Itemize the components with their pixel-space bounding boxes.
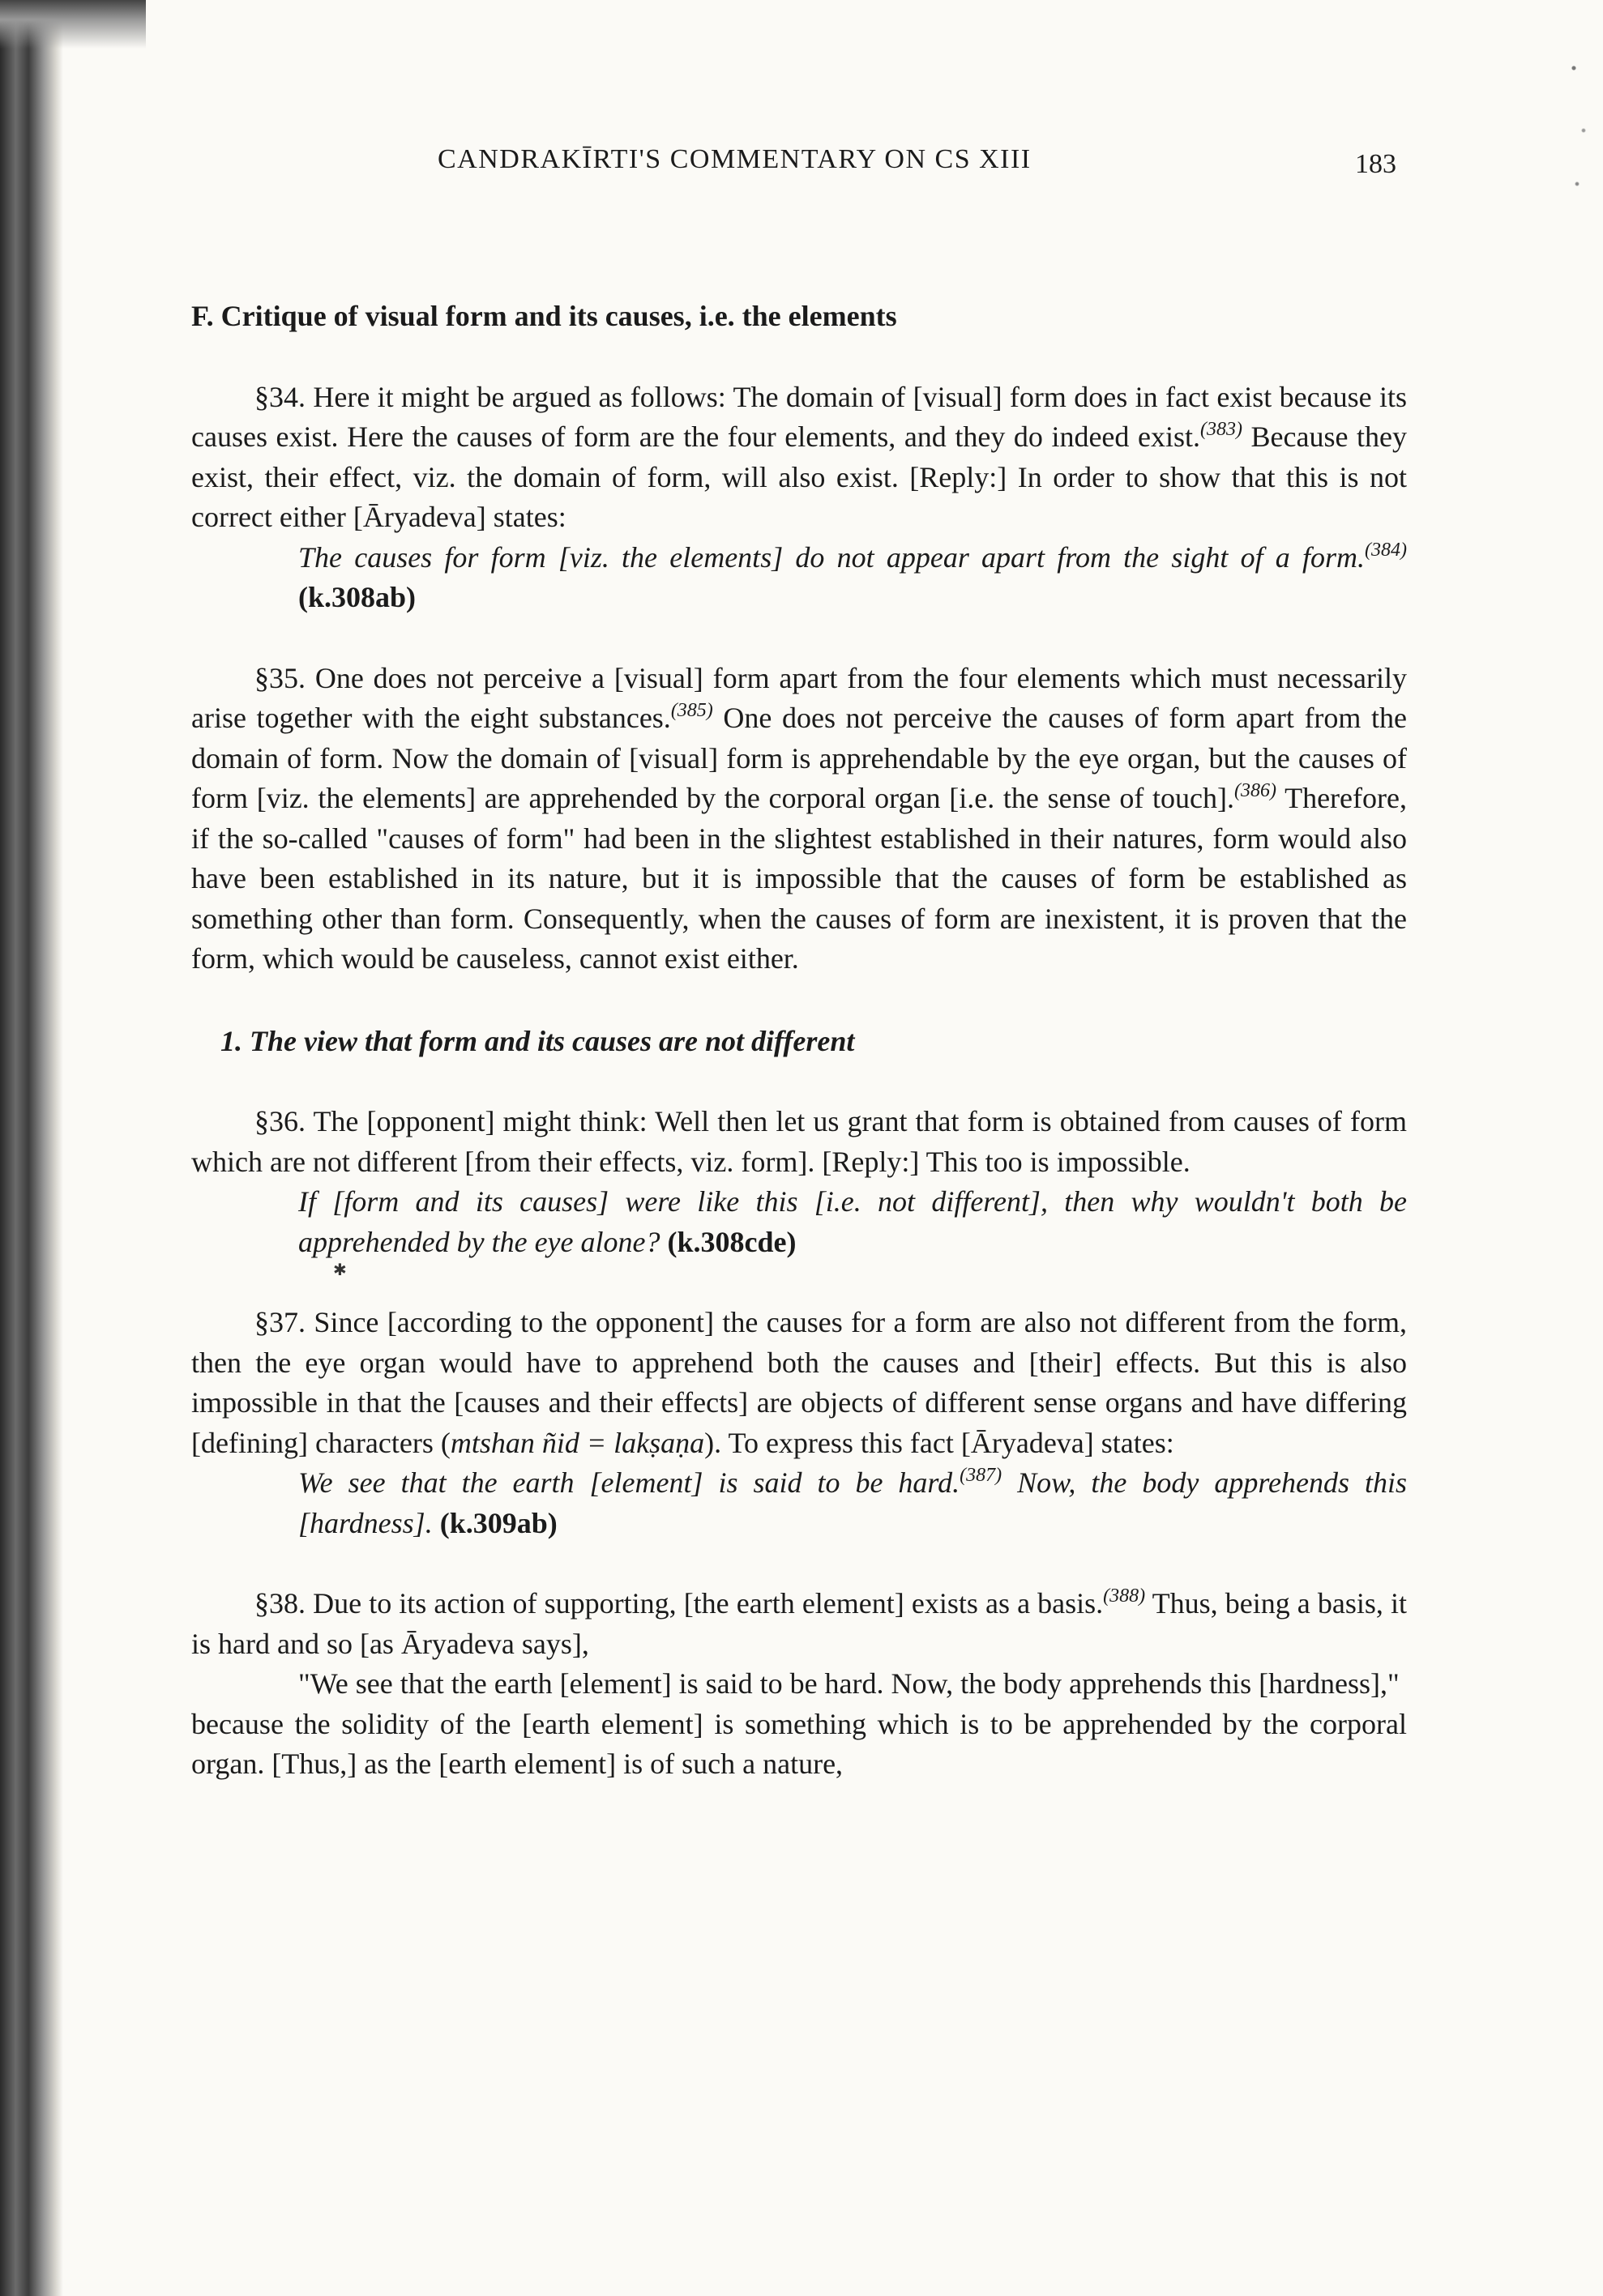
- page-number: 183: [1355, 149, 1396, 179]
- p37-text-a: §37. Since [according to the opponent] the causes for a form are also not different from the form, then the eye organ would have to apprehend both the causes and [their] effects. But this is also impossible in that the [causes and their effects] are objects of different sense organs and have differing [defining] characters (: [191, 1306, 1407, 1459]
- footnote-ref-387: (387): [960, 1465, 1002, 1486]
- p36-text-a: §36. The [opponent] might think: Well then let us grant that form is obtained from causes of form which are not different [from their effects, viz. form]. [Reply:] This too is impossible.: [191, 1105, 1407, 1178]
- tibetan-sanskrit-term: mtshan ñid = lakṣaṇa: [450, 1426, 705, 1459]
- quoted-verse: "We see that the earth [element] is said to be hard. Now, the body apprehends this [hardness],": [298, 1667, 1400, 1700]
- subsection-heading: 1. The view that form and its causes are not different: [220, 1024, 855, 1057]
- p35-text-b: One does not perceive the causes of form apart from the domain of form. Now the domain of [visual] form is apprehendable by the eye organ, but the causes of form [viz. the elements] are apprehended by the corporal organ [i.e. the sense of touch].: [191, 702, 1407, 814]
- paragraph-36: [191, 1102, 1407, 1182]
- paragraph-38: [191, 1584, 1407, 1664]
- running-head: [0, 144, 1603, 193]
- paragraph-34: [191, 378, 1407, 538]
- page-body: [191, 297, 1407, 1785]
- running-title: CANDRAKĪRTI'S COMMENTARY ON CS XIII: [438, 144, 1032, 174]
- paragraph-38-continuation: because the solidity of the [earth element] is something which is to be apprehended by the corporal organ. [Thus,] as the [earth element] is of such a nature,: [191, 1707, 1407, 1780]
- verse-k308ab: [298, 538, 1407, 618]
- footnote-ref-388: (388): [1103, 1585, 1146, 1607]
- p38-text-b: Thus, being a basis, it is hard and so [as Āryadeva says],: [191, 1587, 1408, 1660]
- paragraph-37: [191, 1303, 1407, 1463]
- section-heading: F. Critique of visual form and its causes, i.e. the elements: [191, 300, 897, 332]
- p35-text-c: Therefore, if the so-called "causes of form" had been in the slightest established in their natures, form would also have been established in its nature, but it is impossible that the causes of form be established as something other than form. Consequently, when the causes of form are inexistent, it is proven that the form, which would be causeless, cannot exist either.: [191, 782, 1407, 975]
- p34-text-a: §34. Here it might be argued as follows: The domain of [visual] form does in fact exist because its causes exist. Here the causes of form are the four elements, and they do indeed exist.: [191, 380, 1407, 453]
- verse-k308cde: [298, 1182, 1407, 1262]
- stray-scan-mark: ✱: [333, 1261, 347, 1279]
- verse-ref-k309ab: (k.309ab): [439, 1506, 558, 1539]
- p35-text-a: §35. One does not perceive a [visual] form apart from the four elements which must necessarily arise together with the eight substances.: [191, 661, 1407, 734]
- verse-k309ab-text-a: We see that the earth [element] is said to be hard.: [298, 1466, 960, 1499]
- footnote-ref-384: (384): [1365, 539, 1407, 561]
- footnote-ref-385: (385): [670, 700, 713, 721]
- p37-text-b: ). To express this fact [Āryadeva] states:: [704, 1426, 1174, 1459]
- book-binding-shadow: [0, 0, 63, 2296]
- paragraph-35: [191, 659, 1407, 979]
- verse-k309ab-text-b: Now, the body apprehends this [hardness].: [298, 1466, 1407, 1539]
- p34-text-b: Because they exist, their effect, viz. the domain of form, will also exist. [Reply:] In order to show that this is not correct either [Āryadeva] states:: [191, 420, 1407, 533]
- footnote-ref-386: (386): [1234, 780, 1277, 801]
- verse-ref-k308ab: (k.308ab): [298, 581, 417, 613]
- verse-ref-k308cde: (k.308cde): [667, 1225, 797, 1258]
- p38-text-a: §38. Due to its action of supporting, [the earth element] exists as a basis.: [254, 1587, 1104, 1620]
- verse-k308cde-text: If [form and its causes] were like this [i.e. not different], then why wouldn't both be apprehended by the eye alone?: [298, 1185, 1407, 1258]
- verse-k309ab: [298, 1463, 1407, 1543]
- binding-corner-shadow: [0, 0, 146, 49]
- footnote-ref-383: (383): [1199, 419, 1242, 440]
- verse-k308ab-text: The causes for form [viz. the elements] do not appear apart from the sight of a form.: [298, 540, 1366, 574]
